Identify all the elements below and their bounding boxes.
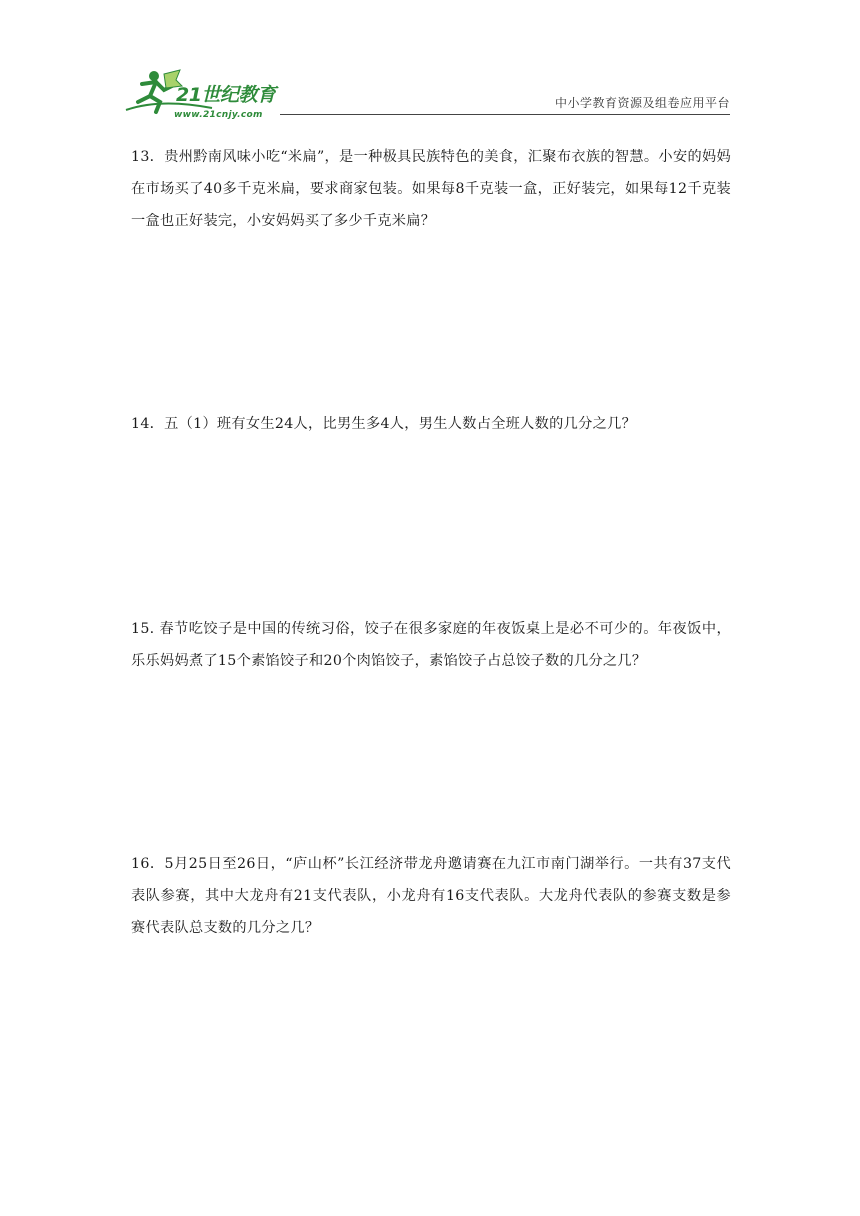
question-14: 14．五（1）班有女生24人，比男生多4人，男生人数占全班人数的几分之几？ bbox=[131, 416, 637, 432]
page-header bbox=[120, 66, 730, 118]
logo-url: www.21cnjy.com bbox=[174, 110, 263, 120]
question-15: 15. 春节吃饺子是中国的传统习俗，饺子在很多家庭的年夜饭桌上是必不可少的。年夜饭中，乐乐妈妈煮了15个素馅饺子和20个肉馅饺子，素馅饺子占总饺子数的几分之几？ bbox=[131, 621, 731, 669]
logo-title: 21世纪教育 bbox=[176, 84, 276, 106]
logo-url-block bbox=[174, 102, 263, 121]
header-divider bbox=[280, 114, 730, 115]
question-16: 16．5月25日至26日，“庐山杯”长江经济带龙舟邀请赛在九江市南门湖举行。一共有37支代表队参赛，其中大龙舟有21支代表队，小龙舟有16支代表队。大龙舟代表队的参赛支数是参赛代表队总支数的几分之几？ bbox=[131, 856, 731, 936]
question-13: 13．贵州黔南风味小吃“米扁”，是一种极具民族特色的美食，汇聚布衣族的智慧。小安的妈妈在市场买了40多千克米扁，要求商家包装。如果每8千克装一盒，正好装完，如果每12千克装一盒也正好装完，小安妈妈买了多少千克米扁？ bbox=[131, 149, 731, 229]
platform-label: 中小学教育资源及组卷应用平台 bbox=[554, 96, 730, 110]
